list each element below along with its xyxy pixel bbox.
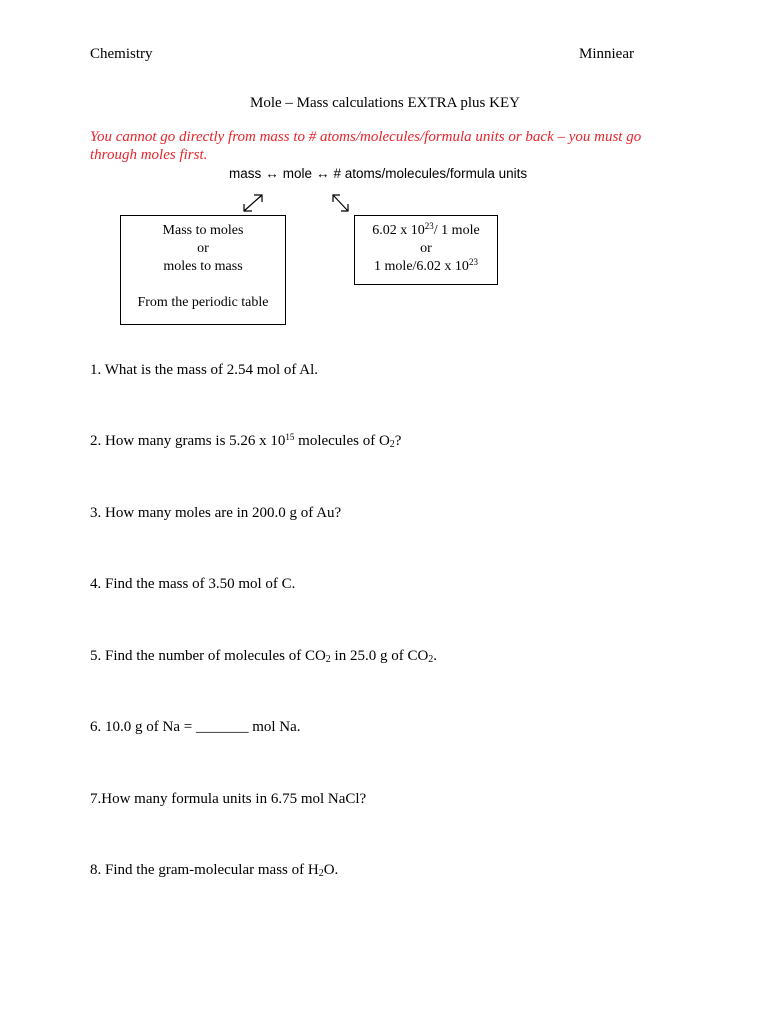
q2-text: 2. How many grams is 5.26 x 10 [90, 433, 286, 449]
box-right-line-2: or [420, 241, 432, 256]
box-left-line-3: moles to mass [163, 259, 243, 274]
inverse-avogadro-exponent: 23 [468, 257, 478, 267]
box-right-line-1 [355, 222, 497, 240]
question-5 [90, 648, 437, 665]
subject-label: Chemistry [90, 46, 153, 62]
warning-note: You cannot go directly from mass to # atoms/molecules/formula units or back – you must go through moles first. [90, 129, 642, 163]
q8-text: 8. Find the gram-molecular mass of H [90, 862, 319, 878]
q5-subscript-1: 2 [325, 654, 331, 665]
flow-mass: mass [229, 166, 262, 181]
q5-text-mid: in 25.0 g of CO [330, 648, 429, 664]
mass-moles-box [120, 215, 286, 325]
q8-text-end: O. [323, 862, 339, 878]
question-8 [90, 862, 338, 879]
box-left-line-1: Mass to moles [162, 223, 244, 238]
q8-subscript: 2 [318, 868, 324, 879]
avogadro-per-mole: / 1 mole [433, 223, 480, 238]
avogadro-base: 6.02 x 10 [372, 223, 425, 238]
q2-text-mid: molecules of O [294, 433, 390, 449]
inverse-avogadro-base: 1 mole/6.02 x 10 [374, 259, 469, 274]
avogadro-box [354, 215, 498, 285]
question-7: 7.How many formula units in 6.75 mol NaCl? [90, 791, 367, 807]
q5-text-end: . [433, 648, 438, 664]
q2-text-end: ? [394, 433, 402, 449]
q2-subscript: 2 [389, 439, 395, 450]
avogadro-exponent: 23 [424, 221, 434, 231]
q5-text: 5. Find the number of molecules of CO [90, 648, 326, 664]
question-2 [90, 433, 401, 450]
flow-arrow-2: ↔ [316, 166, 330, 181]
box-right-line-3 [355, 258, 497, 276]
box-left-line-2: or [197, 241, 209, 256]
flow-arrow-1: ↔ [265, 166, 279, 181]
page-title: Mole – Mass calculations EXTRA plus KEY [250, 95, 520, 111]
flow-mole: mole [282, 166, 313, 181]
question-3: 3. How many moles are in 200.0 g of Au? [90, 505, 342, 521]
question-1: 1. What is the mass of 2.54 mol of Al. [90, 362, 319, 378]
diagonal-arrow-right-icon [328, 190, 354, 216]
conversion-flow [229, 166, 527, 181]
q5-subscript-2: 2 [428, 654, 434, 665]
question-4: 4. Find the mass of 3.50 mol of C. [90, 576, 296, 592]
question-6: 6. 10.0 g of Na = _______ mol Na. [90, 719, 301, 735]
diagonal-arrow-left-icon [238, 190, 268, 216]
box-left-line-4: From the periodic table [137, 295, 269, 310]
teacher-name: Minniear [579, 46, 634, 62]
q2-exponent: 15 [285, 432, 295, 442]
flow-units: # atoms/molecules/formula units [333, 166, 528, 181]
